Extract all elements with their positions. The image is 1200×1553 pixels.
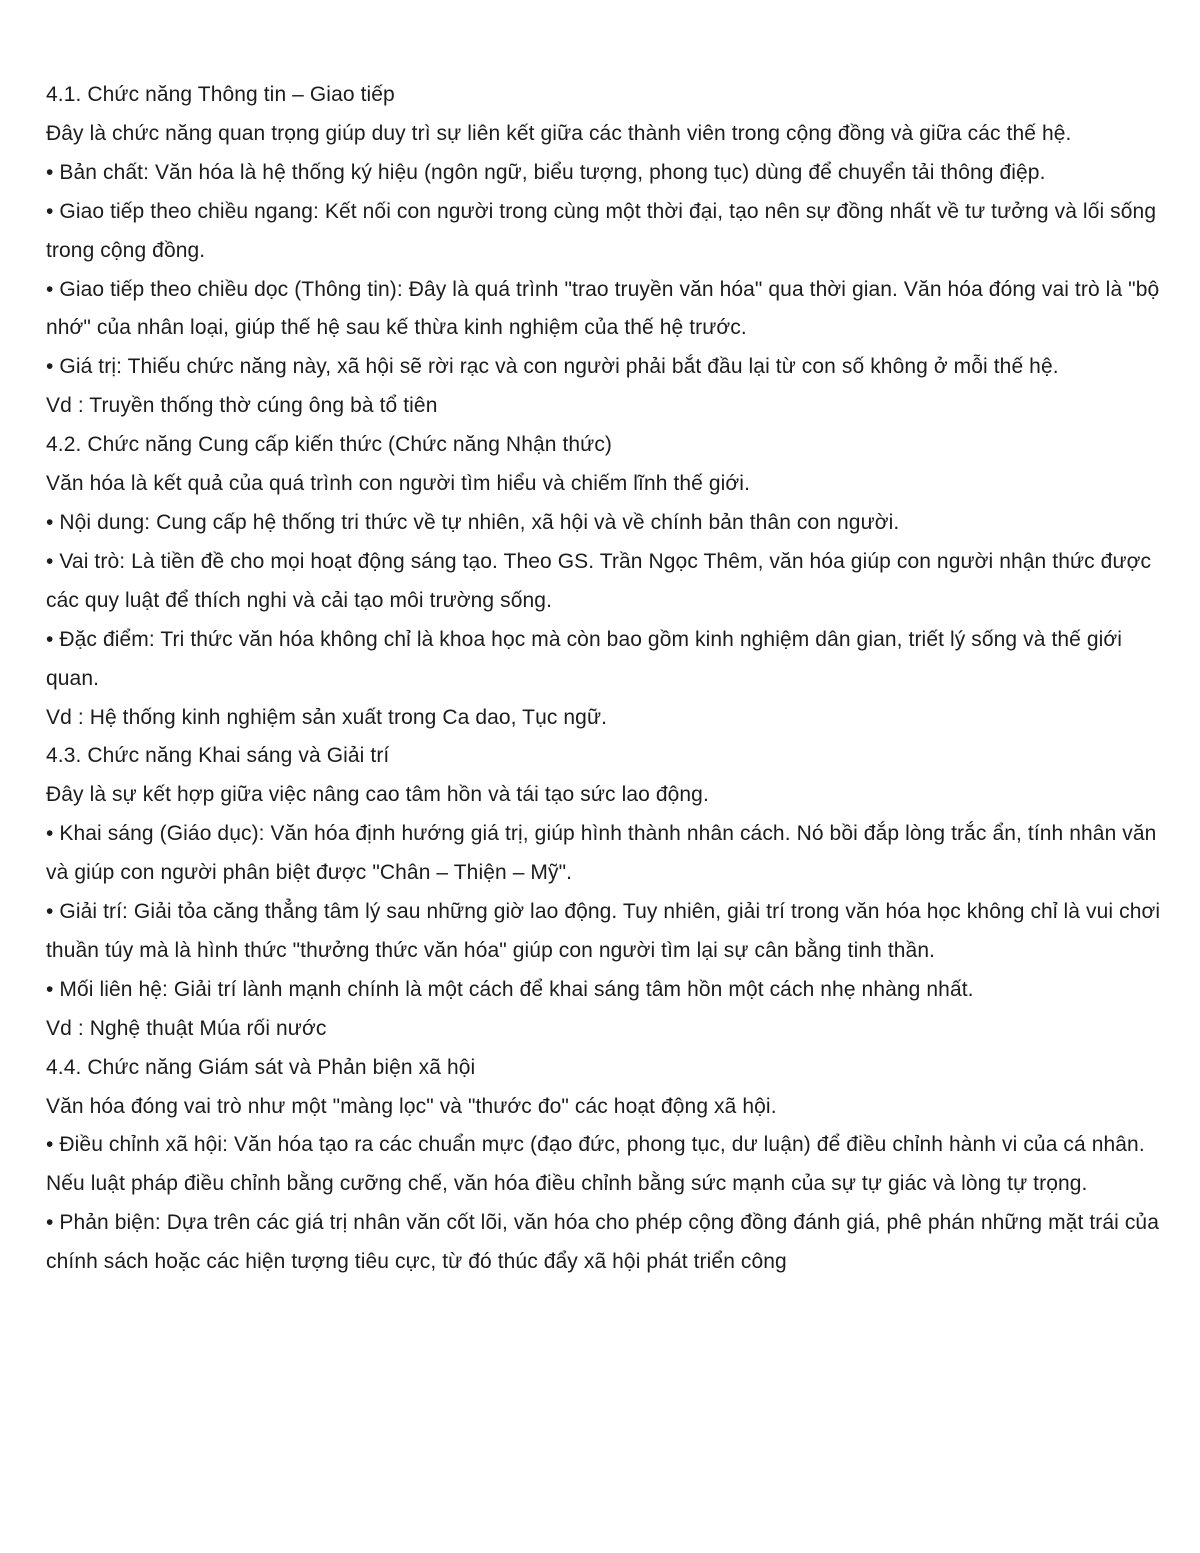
bullet-item: • Giao tiếp theo chiều ngang: Kết nối con người trong cùng một thời đại, tạo nên sự đồng nhất về tư tưởng và lối sống trong cộng đồng. — [46, 199, 1157, 262]
section-heading-4-3: 4.3. Chức năng Khai sáng và Giải trí — [46, 744, 390, 768]
example-line: Vd : Truyền thống thờ cúng ông bà tổ tiên — [46, 394, 438, 418]
bullet-item: • Phản biện: Dựa trên các giá trị nhân văn cốt lõi, văn hóa cho phép cộng đồng đánh giá, phê phán những mặt trái của chính sách hoặc các hiện tượng tiêu cực, từ đó thúc đẩy xã hội phát triển công — [46, 1211, 1159, 1274]
paragraph: Văn hóa là kết quả của quá trình con người tìm hiểu và chiếm lĩnh thế giới. — [46, 472, 751, 496]
bullet-item: • Giao tiếp theo chiều dọc (Thông tin): Đây là quá trình "trao truyền văn hóa" qua thời gian. Văn hóa đóng vai trò là "bộ nhớ" của nhân loại, giúp thế hệ sau kế thừa kinh nghiệm của thế hệ trước. — [46, 277, 1160, 340]
example-line: Vd : Hệ thống kinh nghiệm sản xuất trong Ca dao, Tục ngữ. — [46, 705, 608, 729]
section-heading-4-1: 4.1. Chức năng Thông tin – Giao tiếp — [46, 83, 395, 106]
section-heading-4-2: 4.2. Chức năng Cung cấp kiến thức (Chức năng Nhận thức) — [46, 433, 613, 457]
bullet-item: • Vai trò: Là tiền đề cho mọi hoạt động sáng tạo. Theo GS. Trần Ngọc Thêm, văn hóa giúp con người nhận thức được các quy luật để thích nghi và cải tạo môi trường sống. — [46, 549, 1152, 612]
bullet-item: • Khai sáng (Giáo dục): Văn hóa định hướng giá trị, giúp hình thành nhân cách. Nó bồi đắp lòng trắc ẩn, tính nhân văn và giúp con người phân biệt được "Chân – Thiện – Mỹ". — [46, 822, 1157, 885]
bullet-item: • Giải trí: Giải tỏa căng thẳng tâm lý sau những giờ lao động. Tuy nhiên, giải trí trong văn hóa học không chỉ là vui chơi thuần túy mà là hình thức "thưởng thức văn hóa" giúp con người tìm lại sự cân bằng tinh thần. — [46, 900, 1161, 962]
section-heading-4-4: 4.4. Chức năng Giám sát và Phản biện xã hội — [46, 1055, 476, 1079]
bullet-item: • Giá trị: Thiếu chức năng này, xã hội sẽ rời rạc và con người phải bắt đầu lại từ con số không ở mỗi thế hệ. — [46, 355, 1059, 379]
example-line: Vd : Nghệ thuật Múa rối nước — [46, 1016, 327, 1040]
paragraph: Văn hóa đóng vai trò như một "màng lọc" và "thước đo" các hoạt động xã hội. — [46, 1094, 777, 1118]
bullet-item: • Điều chỉnh xã hội: Văn hóa tạo ra các chuẩn mực (đạo đức, phong tục, dư luận) để điều chỉnh hành vi của cá nhân. Nếu luật pháp điều chỉnh bằng cưỡng chế, văn hóa điều chỉnh bằng sức mạnh của sự tự giác và lòng tự trọng. — [46, 1133, 1145, 1196]
bullet-item: • Mối liên hệ: Giải trí lành mạnh chính là một cách để khai sáng tâm hồn một cách nhẹ nhàng nhất. — [46, 977, 974, 1001]
bullet-item: • Nội dung: Cung cấp hệ thống tri thức về tự nhiên, xã hội và về chính bản thân con người. — [46, 510, 900, 534]
bullet-item: • Đặc điểm: Tri thức văn hóa không chỉ là khoa học mà còn bao gồm kinh nghiệm dân gian, triết lý sống và thế giới quan. — [46, 627, 1123, 690]
paragraph: Đây là sự kết hợp giữa việc nâng cao tâm hồn và tái tạo sức lao động. — [46, 783, 709, 807]
paragraph: Đây là chức năng quan trọng giúp duy trì sự liên kết giữa các thành viên trong cộng đồng và giữa các thế hệ. — [46, 121, 1072, 145]
document-body — [46, 76, 1164, 1282]
bullet-item: • Bản chất: Văn hóa là hệ thống ký hiệu (ngôn ngữ, biểu tượng, phong tục) dùng để chuyển tải thông điệp. — [46, 160, 1046, 184]
